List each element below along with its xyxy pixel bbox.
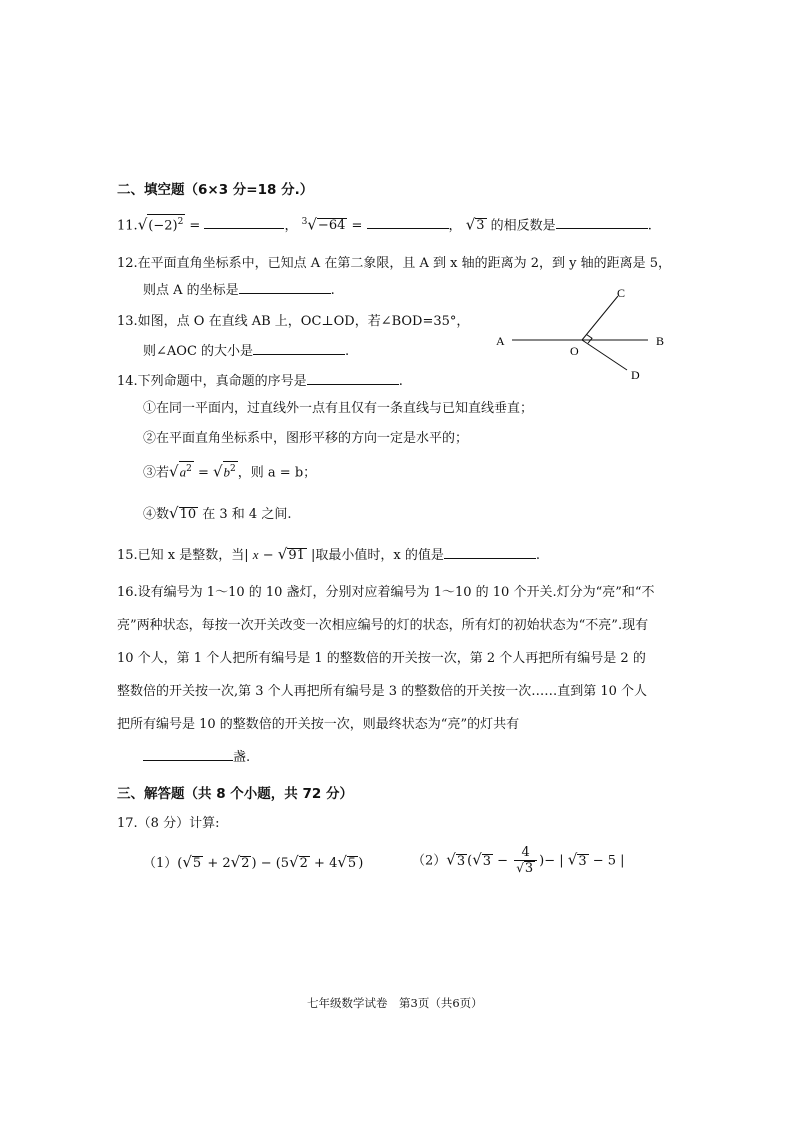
- q17-part-2: （2）√3 (√3 − $\frac{4}{√3}$ )− | √3 − 5 |: [412, 845, 625, 876]
- ray-oc: [582, 296, 618, 340]
- q12-line-2: 则点 A 的坐标是 .: [143, 283, 335, 298]
- q12-line-1: 12.在平面直角坐标系中，已知点 A 在第二象限，且 A 到 x 轴的距离为 2，到 y 轴的距离是 5，: [117, 256, 671, 271]
- q14-item-2: ②在平面直角坐标系中，图形平移的方向一定是水平的；: [143, 431, 469, 446]
- q16-blank[interactable]: [143, 759, 233, 761]
- q17-head: 17.（8 分）计算:: [117, 816, 220, 831]
- q14-line-1: 14.下列命题中，真命题的序号是 .: [117, 374, 403, 389]
- question-11: $11.√(-2)^2$ = ， $^3$√−64 = ， √3 的相反数是 .: [117, 215, 652, 234]
- ray-od: [582, 340, 627, 370]
- angle-figure: [490, 284, 680, 384]
- right-angle-mark: [587, 335, 593, 344]
- q11-number: 11.: [117, 218, 138, 234]
- label-o: O: [570, 344, 579, 358]
- q16-text: 16.设有编号为 1～10 的 10 盏灯，分别对应着编号为 1～10 的 10 个开关.灯分为“亮”和“不亮”两种状态，每按一次开关改变一次相应编号的灯的状态，所有灯的初始状态为“不亮”.现有 10 个人，第 1 个人把所有编号是 1 的整数倍的开关按一次，第 2 个人再把所有编号是 2 的整数倍的开关按一次,第 3 个人再把所有编号是 3 的整数倍的开关按一次……直到第 10 个人把所有编号是 10 的整数倍的开关按一次，则最终状态为“亮”的灯共有: [117, 585, 655, 732]
- q14-item-3: ③若$√a^2 = √b^2$ ，则 a = b；: [143, 462, 317, 481]
- q13-blank[interactable]: [253, 353, 345, 355]
- q11-rest: 的相反数是: [490, 218, 556, 234]
- label-a: A: [496, 334, 505, 348]
- question-16: [117, 576, 657, 774]
- q17-part-1: （1）(√5 + 2√2 ) − (5√2 + 4√5 ): [143, 853, 364, 871]
- page-footer: 七年级数学试卷 第3页（共6页）: [307, 996, 483, 1010]
- q16-unit: 盏.: [233, 750, 251, 765]
- q13-line-1: 13.如图，点 O 在直线 AB 上，OC⊥OD，若∠BOD=35°，: [117, 314, 470, 329]
- label-d: D: [631, 368, 640, 382]
- label-b: B: [656, 334, 665, 348]
- q11-blank-1[interactable]: [204, 227, 284, 229]
- q11-blank-2[interactable]: [367, 227, 449, 229]
- section2-title: 二、填空题（6×3 分=18 分.）: [117, 182, 314, 198]
- q13-line-2: 则∠AOC 的大小是 .: [143, 344, 350, 359]
- question-15: 15.已知 x 是整数，当| x − √91 |取最小值时，x 的值是 .: [117, 545, 540, 563]
- section3-title: 三、解答题（共 8 个小题，共 72 分）: [117, 786, 353, 802]
- label-c: C: [617, 286, 626, 300]
- q15-blank[interactable]: [444, 557, 536, 559]
- q14-item-4: ④数√10 在 3 和 4 之间.: [143, 504, 292, 522]
- q11-blank-3[interactable]: [556, 227, 648, 229]
- q14-blank[interactable]: [307, 383, 399, 385]
- q14-item-1: ①在同一平面内，过直线外一点有且仅有一条直线与已知直线垂直；: [143, 401, 534, 416]
- q12-blank[interactable]: [239, 292, 331, 294]
